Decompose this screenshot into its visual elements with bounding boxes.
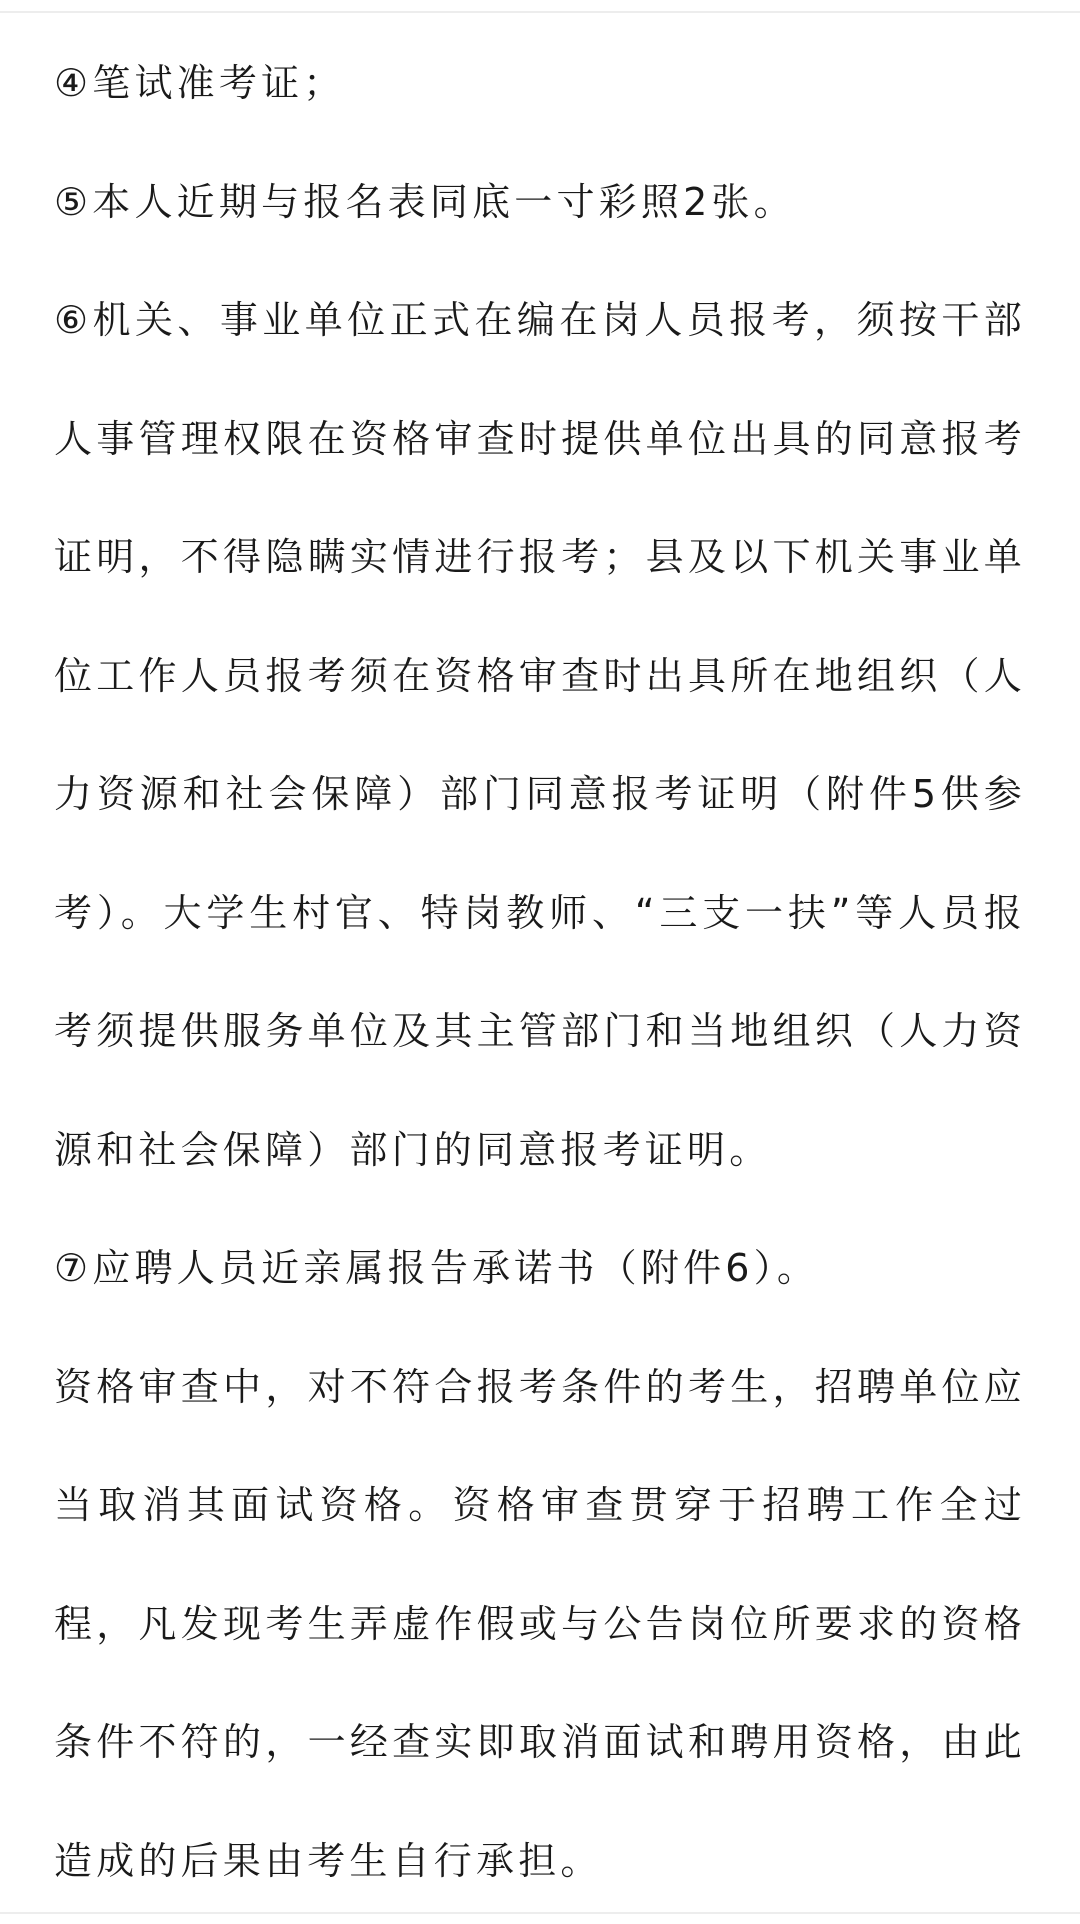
paragraph-item-5-photos: ⑤本人近期与报名表同底一寸彩照2张。 [54,179,796,224]
paragraph-item-7-relatives-commitment: ⑦应聘人员近亲属报告承诺书（附件6）。 [54,1246,820,1290]
article-body [54,24,1026,1920]
top-divider [0,0,1080,13]
bottom-divider [0,1912,1080,1924]
paragraph-qualification-review: 资格审查中，对不符合报考条件的考生，招聘单位应当取消其面试资格。资格审查贯穿于招聘工作全过程，凡发现考生弄虚作假或与公告岗位所要求的资格条件不符的，一经查实即取消面试和聘用资格，由此造成的后果由考生自行承担。 [54,1364,1026,1883]
paragraph-item-6-consent-certificate: ⑥机关、事业单位正式在编在岗人员报考，须按干部人事管理权限在资格审查时提供单位出具的同意报考证明，不得隐瞒实情进行报考；县及以下机关事业单位工作人员报考须在资格审查时出具所在地组织（人力资源和社会保障）部门同意报考证明（附件5供参考）。大学生村官、特岗教师、“三支一扶”等人员报考须提供服务单位及其主管部门和当地组织（人力资源和社会保障）部门的同意报考证明。 [54,298,1026,1172]
paragraph-item-4-admission-ticket: ④笔试准考证； [54,61,346,105]
